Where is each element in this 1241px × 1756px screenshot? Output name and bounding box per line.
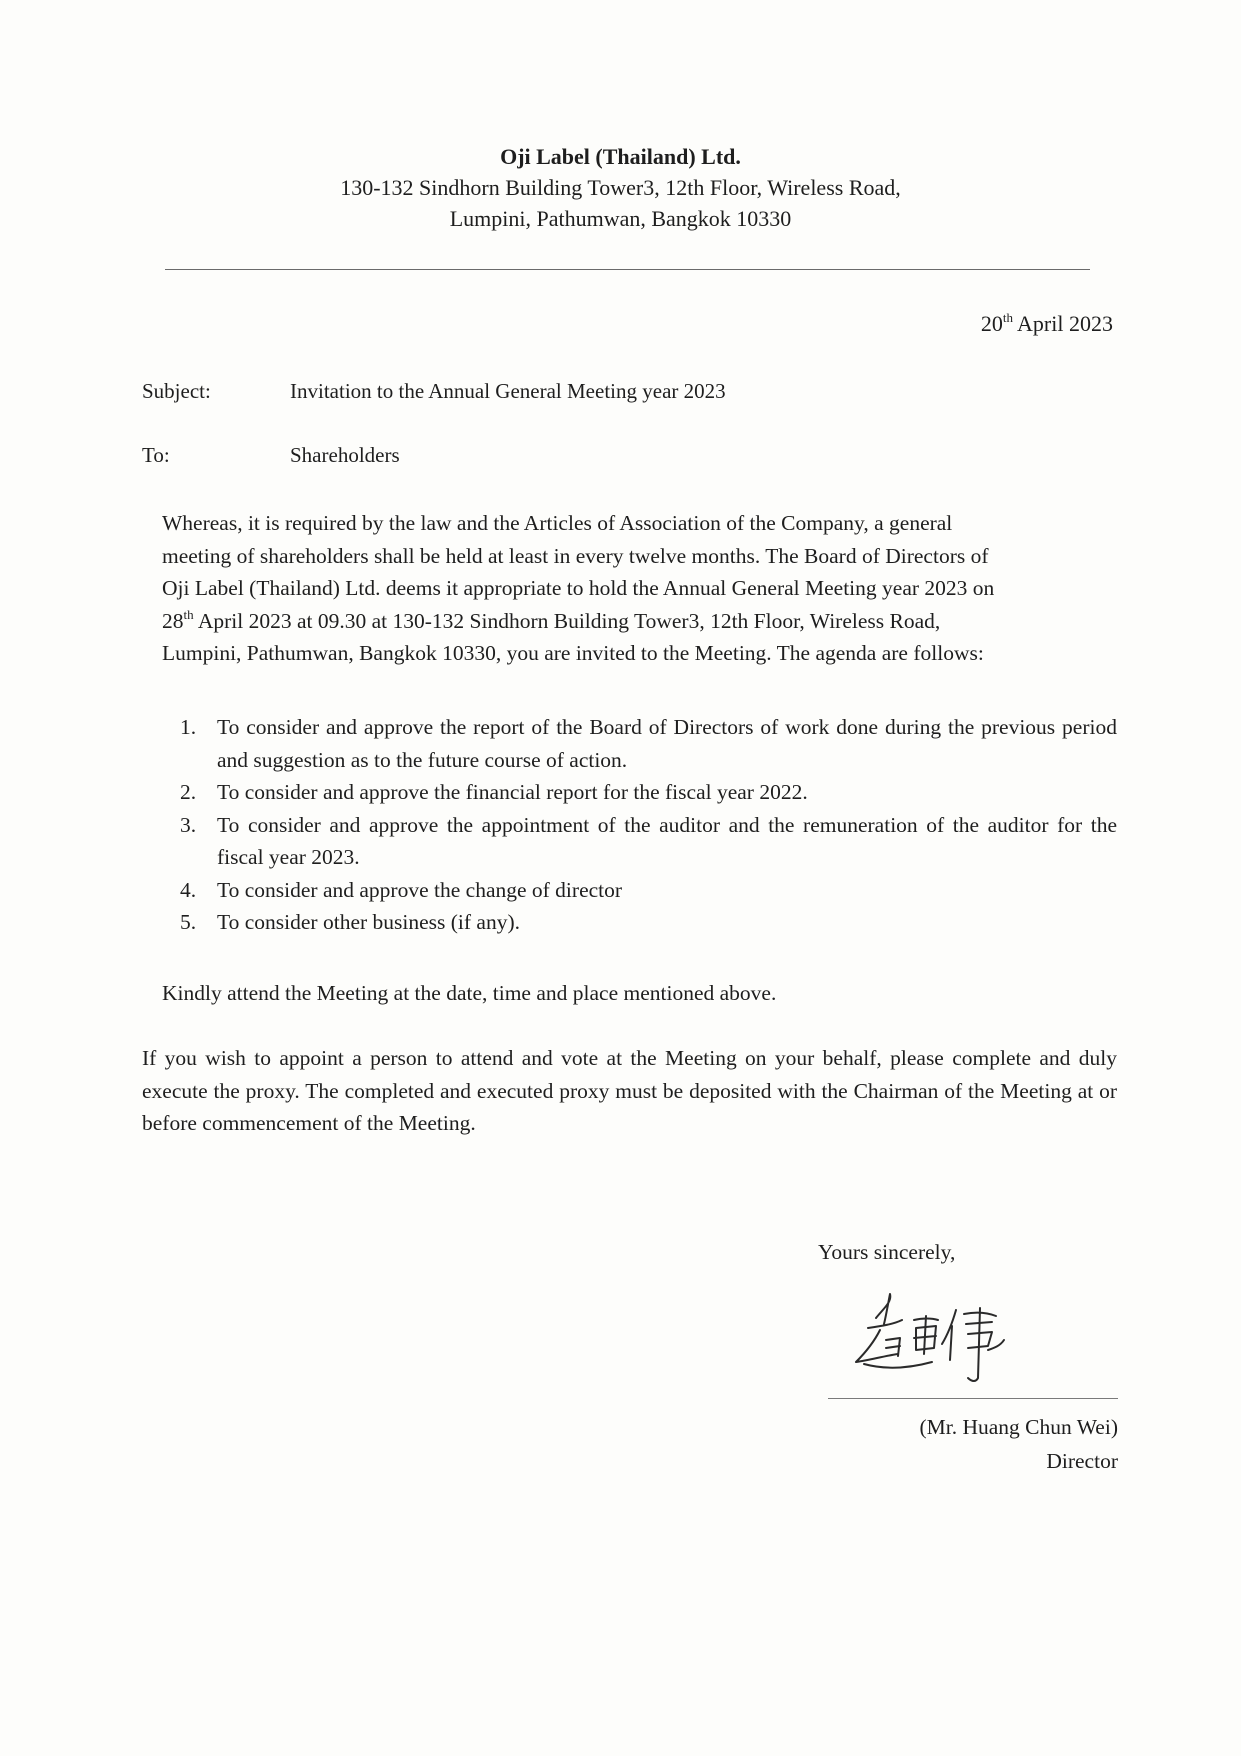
agenda-list: [142, 711, 1117, 939]
agenda-text: To consider and approve the report of the Board of Directors of work done during the previous period and suggestion as to the future course of action.: [217, 715, 1117, 772]
meeting-details: April 2023 at 09.30 at 130-132 Sindhorn Building Tower3, 12th Floor, Wireless Road,: [193, 608, 941, 633]
intro-line-5: Lumpini, Pathumwan, Bangkok 10330, you are invited to the Meeting. The agenda are follows:: [162, 641, 984, 665]
agenda-text: To consider and approve the appointment of the auditor and the remuneration of the auditor for the fiscal year 2023.: [217, 812, 1117, 869]
agenda-item: [142, 906, 1117, 939]
subject-row: [142, 376, 726, 406]
intro-paragraph: [142, 507, 1117, 670]
subject-label: Subject:: [142, 379, 211, 403]
intro-line-1: Whereas, it is required by the law and the Articles of Association of the Company, a general: [162, 511, 953, 535]
date-suffix: th: [1002, 310, 1014, 325]
intro-line-3: Oji Label (Thailand) Ltd. deems it appropriate to hold the Annual General Meeting year 2023 on: [162, 576, 995, 600]
agenda-number: 5.: [180, 910, 197, 934]
meeting-day-suffix: th: [183, 606, 194, 622]
signatory: [919, 1410, 1118, 1478]
agenda-number: 3.: [180, 812, 197, 837]
date-rest: April 2023: [1017, 311, 1113, 336]
date-day: 20: [980, 311, 1003, 336]
agenda-text: To consider other business (if any).: [217, 910, 521, 934]
meeting-day: 28: [162, 608, 184, 633]
subject-value: Invitation to the Annual General Meeting year 2023: [290, 379, 726, 403]
intro-line-2: meeting of shareholders shall be held at least in every twelve months. The Board of Directors of: [162, 543, 989, 568]
handwritten-signature: [840, 1290, 1040, 1390]
signatory-title: Director: [1046, 1449, 1118, 1473]
agenda-text: To consider and approve the change of director: [217, 877, 623, 902]
agenda-item: [142, 711, 1117, 776]
agenda-number: 1.: [180, 715, 197, 739]
letter-date: [981, 309, 1113, 339]
closing-paragraph-1: Kindly attend the Meeting at the date, time and place mentioned above.: [162, 981, 777, 1005]
closing-paragraph-2: If you wish to appoint a person to attend and vote at the Meeting on your behalf, please complete and duly execute the proxy. The completed and executed proxy must be deposited with the Chairman of the Meeting at or before commencement of the Meeting.: [142, 1046, 1117, 1135]
agenda-text: To consider and approve the financial report for the fiscal year 2022.: [217, 780, 808, 804]
agenda-item: [142, 776, 1117, 809]
intro-line-4: [142, 605, 1117, 638]
signature-line: [828, 1398, 1118, 1399]
to-row: [142, 440, 400, 470]
sign-off: Yours sincerely,: [818, 1240, 956, 1264]
letterhead-divider: [165, 269, 1090, 270]
to-value: Shareholders: [290, 443, 400, 467]
to-label: To:: [142, 443, 170, 467]
letterhead: [0, 142, 1241, 234]
agenda-item: [142, 874, 1117, 907]
agenda-item: [142, 809, 1117, 874]
company-name: Oji Label (Thailand) Ltd.: [500, 144, 741, 169]
agenda-number: 4.: [180, 877, 197, 902]
signatory-name: (Mr. Huang Chun Wei): [919, 1415, 1118, 1439]
address-line-2: Lumpini, Pathumwan, Bangkok 10330: [449, 206, 792, 231]
agenda-number: 2.: [180, 780, 197, 804]
address-line-1: 130-132 Sindhorn Building Tower3, 12th Floor, Wireless Road,: [340, 175, 901, 200]
